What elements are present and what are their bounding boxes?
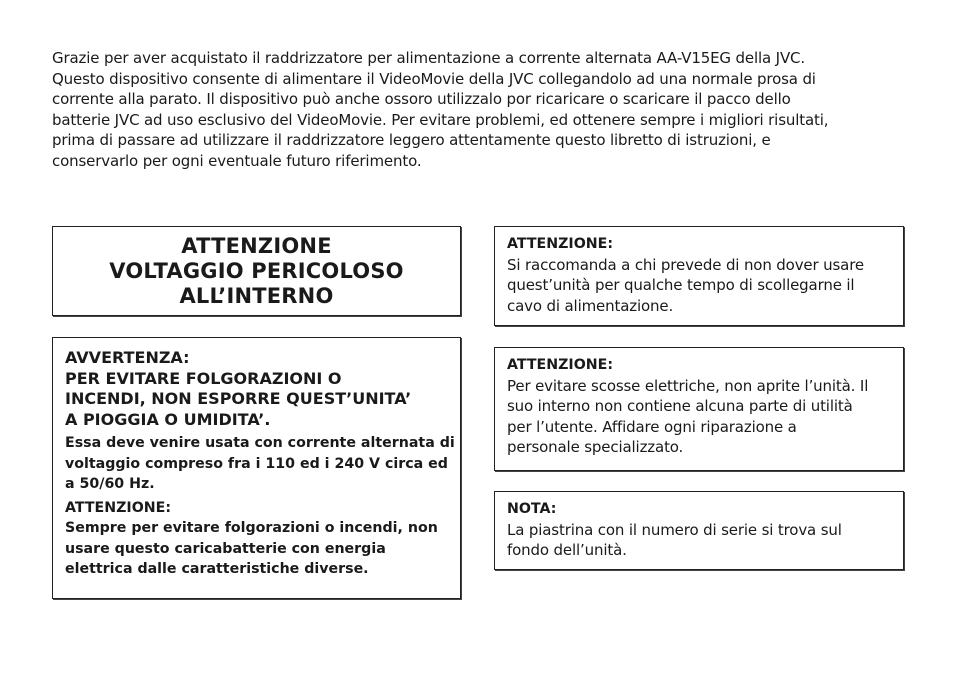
note-line: La piastrina con il numero di serie si trova sul	[507, 520, 842, 539]
intro-line: conservarlo per ogni eventuale futuro riferimento.	[52, 151, 422, 170]
unplug-line: Si raccomanda a chi prevede di non dover usare	[507, 255, 864, 274]
intro-line: Grazie per aver acquistato il raddrizzatore per alimentazione a corrente alternata AA-V15EG della JVC.	[52, 49, 805, 67]
caution-title: ATTENZIONE:	[65, 499, 171, 516]
voltage-line: a 50/60 Hz.	[65, 476, 155, 492]
unplug-line: quest’unità per qualche tempo di scollegarne il	[507, 276, 855, 294]
serial-note-box	[494, 491, 904, 570]
shock-line: suo interno non contiene alcuna parte di utilità	[507, 397, 853, 415]
intro-line: prima di passare ad utilizzare il raddrizzatore leggero attentamente questo libretto di istruzioni, e	[52, 131, 771, 149]
intro-paragraph	[52, 48, 892, 171]
danger-voltage-box	[52, 226, 461, 316]
shock-title: ATTENZIONE:	[507, 357, 613, 373]
unplug-line: cavo di alimentazione.	[507, 296, 674, 315]
voltage-requirements	[65, 433, 455, 495]
danger-heading: VOLTAGGIO PERICOLOSO	[109, 259, 404, 283]
intro-line: corrente alla parato. Il dispositivo può anche ossoro utilizzalo por ricaricare o scaricare il pacco dello	[52, 90, 791, 108]
shock-notice-box	[494, 347, 904, 471]
warning-box	[52, 337, 461, 599]
shock-line: Per evitare scosse elettriche, non aprite l’unità. Il	[507, 376, 869, 395]
danger-heading: ATTENZIONE	[181, 234, 332, 258]
caution-line: usare questo caricabatterie con energia	[65, 540, 386, 557]
note-title: NOTA:	[507, 501, 557, 517]
warning-header: A PIOGGIA O UMIDITA’.	[65, 409, 271, 429]
unplug-notice-box	[494, 226, 904, 326]
warning-header: INCENDI, NON ESPORRE QUEST’UNITA’	[65, 389, 412, 408]
shock-line: personale specializzato.	[507, 438, 684, 456]
caution-line: Sempre per evitare folgorazioni o incendi, non	[65, 520, 438, 536]
caution-line: elettrica dalle caratteristiche diverse.	[65, 561, 369, 577]
voltage-line: voltaggio compreso fra i 110 ed i 240 V circa ed	[65, 455, 448, 472]
warning-header: AVVERTENZA:	[65, 348, 190, 367]
unplug-title: ATTENZIONE:	[507, 236, 613, 252]
intro-line: Questo dispositivo consente di alimentare il VideoMovie della JVC collegandolo ad una normale prosa di	[52, 69, 816, 88]
voltage-line: Essa deve venire usata con corrente alternata di	[65, 435, 455, 451]
caution-block	[65, 498, 448, 580]
intro-line: batterie JVC ad uso esclusivo del VideoMovie. Per evitare problemi, ed ottenere sempre i migliori risultati,	[52, 110, 829, 129]
danger-heading: ALL’INTERNO	[179, 284, 334, 308]
warning-header: PER EVITARE FOLGORAZIONI O	[65, 368, 342, 388]
shock-line: per l’utente. Affidare ogni riparazione a	[507, 417, 797, 436]
note-line: fondo dell’unità.	[507, 541, 627, 559]
